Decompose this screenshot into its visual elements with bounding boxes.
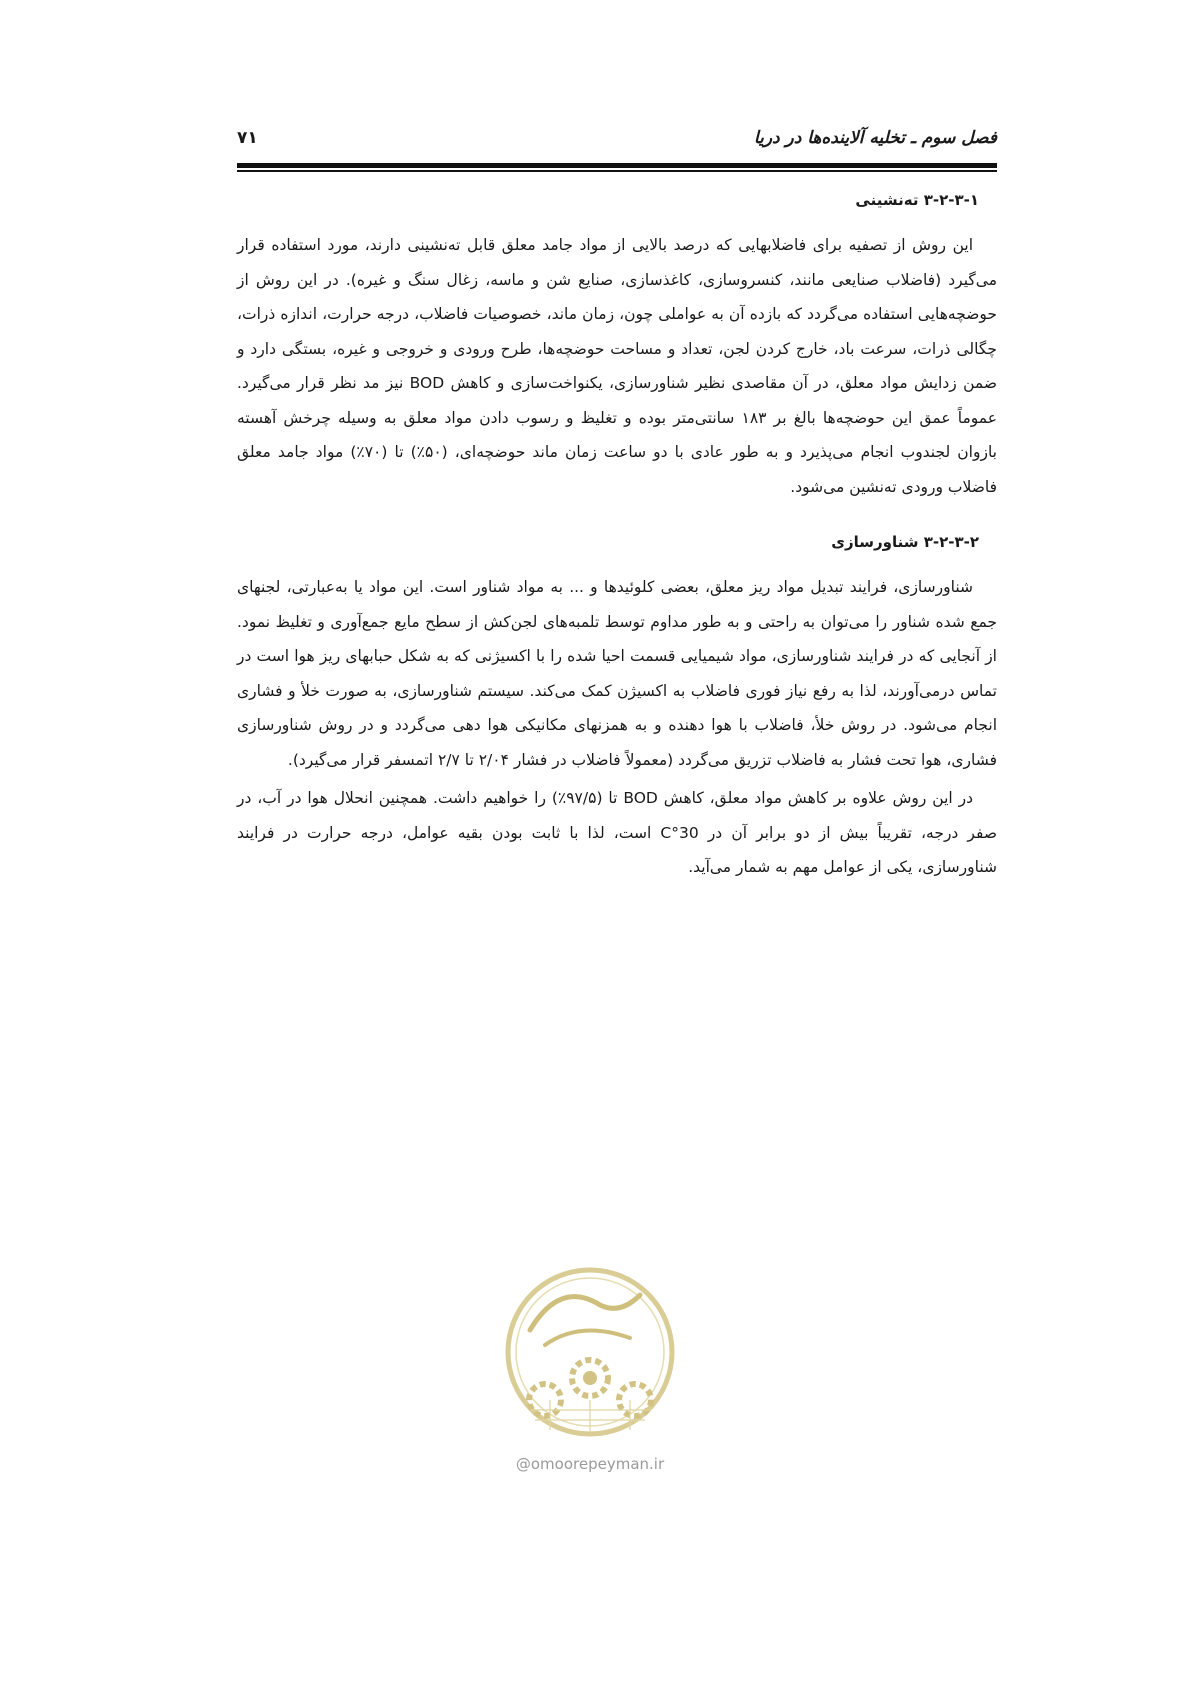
page-content [237,186,997,885]
section-heading: ۳-۲-۳-۱ ته‌نشینی [855,191,979,209]
chapter-title: فصل سوم ـ تخلیه آلاینده‌ها در دریا [753,128,997,148]
watermark-seal-icon [490,1260,690,1450]
header-rule-thick [237,163,997,168]
paragraph: این روش از تصفیه برای فاضلابهایی که درصد بالایی از مواد جامد معلق قابل ته‌نشینی دارند، مورد استفاده قرار می‌گیرد (فاضلاب صنایعی مانند، کنسروسازی، کاغذسازی، صنایع شن و ماسه، زغال سنگ و غیره). در این روش از حوضچه‌هایی استفاده می‌گردد که بازده آن به عواملی چون، زمان ماند، خصوصیات فاضلاب، درجه حرارت، اندازه ذرات، چگالی ذرات، سرعت باد، خارج کردن لجن، تعداد و مساحت حوضچه‌ها، طرح ورودی و خروجی و غیره، بستگی دارد و ضمن زدایش مواد معلق، در آن مقاصدی نظیر شناورسازی، یکنواخت‌سازی و کاهش BOD نیز مد نظر قرار می‌گیرد. عموماً عمق این حوضچه‌ها بالغ بر ۱۸۳ سانتی‌متر بوده و تغلیظ و رسوب دادن مواد معلق به وسیله چرخش آهسته بازوان لجندوب انجام می‌پذیرد و به طور عادی با دو ساعت زمان ماند حوضچه‌ای، (۵۰٪) تا (۷۰٪) مواد جامد معلق فاضلاب ورودی ته‌نشین می‌شود. [237,236,997,496]
page-header [237,128,997,158]
watermark-logo [490,1260,690,1450]
paragraph: در این روش علاوه بر کاهش مواد معلق، کاهش BOD تا (۹۷/۵٪) را خواهیم داشت. همچنین انحلال هوا در آب، در صفر درجه، تقریباً بیش از دو برابر آن در 30°C است، لذا با ثابت بودن بقیه عوامل، درجه حرارت در فرایند شناورسازی، یکی از عوامل مهم به شمار می‌آید. [237,789,997,876]
paragraph: شناورسازی، فرایند تبدیل مواد ریز معلق، بعضی کلوئیدها و ... به مواد شناور است. این مواد یا به‌عبارتی، لجنهای جمع شده شناور را می‌توان به راحتی و به طور مداوم توسط تلمبه‌های لجن‌کش از سطح مایع جمع‌آوری و تغلیظ نمود. از آنجایی که در فرایند شناورسازی، مواد شیمیایی قسمت احیا شده را با اکسیژنی که به شکل حبابهای ریز هوا است در تماس درمی‌آورند، لذا به رفع نیاز فوری فاضلاب به اکسیژن کمک می‌کند. سیستم شناورسازی، به صورت خلأ و فشاری انجام می‌شود. در روش خلأ، فاضلاب با هوا دهنده و به همزنهای مکانیکی هوا دهی می‌گردد و در روش شناورسازی فشاری، هوا تحت فشار به فاضلاب تزریق می‌گردد (معمولاً فاضلاب در فشار ۲/۰۴ تا ۲/۷ اتمسفر قرار می‌گیرد). [237,578,997,769]
section-heading: ۳-۲-۳-۲ شناورسازی [831,533,979,551]
watermark-caption: @omoorepeyman.ir [515,1455,665,1473]
header-rule-thin [237,170,997,172]
section-sedimentation [237,186,997,504]
section-flotation [237,528,997,885]
page-number: ۷۱ [237,128,258,148]
